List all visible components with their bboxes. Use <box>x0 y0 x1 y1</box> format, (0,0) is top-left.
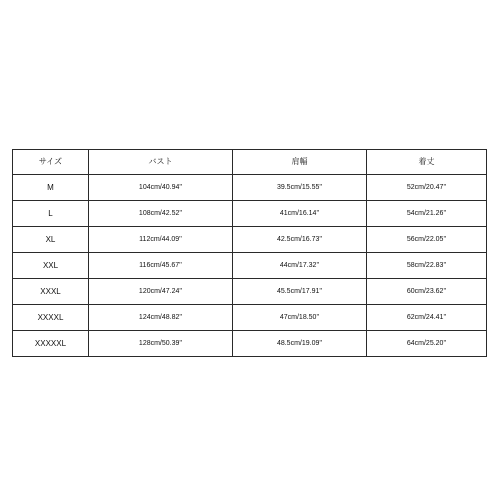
table-row <box>13 175 487 201</box>
size-cell: XXL <box>13 253 89 279</box>
length-cell: 62cm/24.41'' <box>367 305 487 331</box>
size-cell: XXXL <box>13 279 89 305</box>
size-cell: XXXXL <box>13 305 89 331</box>
bust-cell: 108cm/42.52'' <box>89 201 233 227</box>
bust-cell: 128cm/50.39'' <box>89 331 233 357</box>
length-cell: 64cm/25.20'' <box>367 331 487 357</box>
table-row <box>13 279 487 305</box>
table-row <box>13 305 487 331</box>
table-row <box>13 331 487 357</box>
header-bust: バスト <box>89 150 233 175</box>
table-row <box>13 227 487 253</box>
length-cell: 52cm/20.47'' <box>367 175 487 201</box>
header-shoulder-width: 肩幅 <box>233 150 367 175</box>
length-cell: 56cm/22.05'' <box>367 227 487 253</box>
header-length: 着丈 <box>367 150 487 175</box>
size-cell: XXXXXL <box>13 331 89 357</box>
table-row <box>13 253 487 279</box>
length-cell: 60cm/23.62'' <box>367 279 487 305</box>
bust-cell: 116cm/45.67'' <box>89 253 233 279</box>
header-size: サイズ <box>13 150 89 175</box>
size-cell: M <box>13 175 89 201</box>
size-cell: L <box>13 201 89 227</box>
shoulder-cell: 47cm/18.50'' <box>233 305 367 331</box>
shoulder-cell: 44cm/17.32'' <box>233 253 367 279</box>
shoulder-cell: 42.5cm/16.73'' <box>233 227 367 253</box>
length-cell: 54cm/21.26'' <box>367 201 487 227</box>
shoulder-cell: 41cm/16.14'' <box>233 201 367 227</box>
length-cell: 58cm/22.83'' <box>367 253 487 279</box>
bust-cell: 124cm/48.82'' <box>89 305 233 331</box>
size-cell: XL <box>13 227 89 253</box>
shoulder-cell: 39.5cm/15.55'' <box>233 175 367 201</box>
bust-cell: 104cm/40.94'' <box>89 175 233 201</box>
table-row <box>13 201 487 227</box>
shoulder-cell: 45.5cm/17.91'' <box>233 279 367 305</box>
bust-cell: 112cm/44.09'' <box>89 227 233 253</box>
size-chart-table <box>12 149 487 357</box>
header-row <box>13 150 487 175</box>
shoulder-cell: 48.5cm/19.09'' <box>233 331 367 357</box>
bust-cell: 120cm/47.24'' <box>89 279 233 305</box>
